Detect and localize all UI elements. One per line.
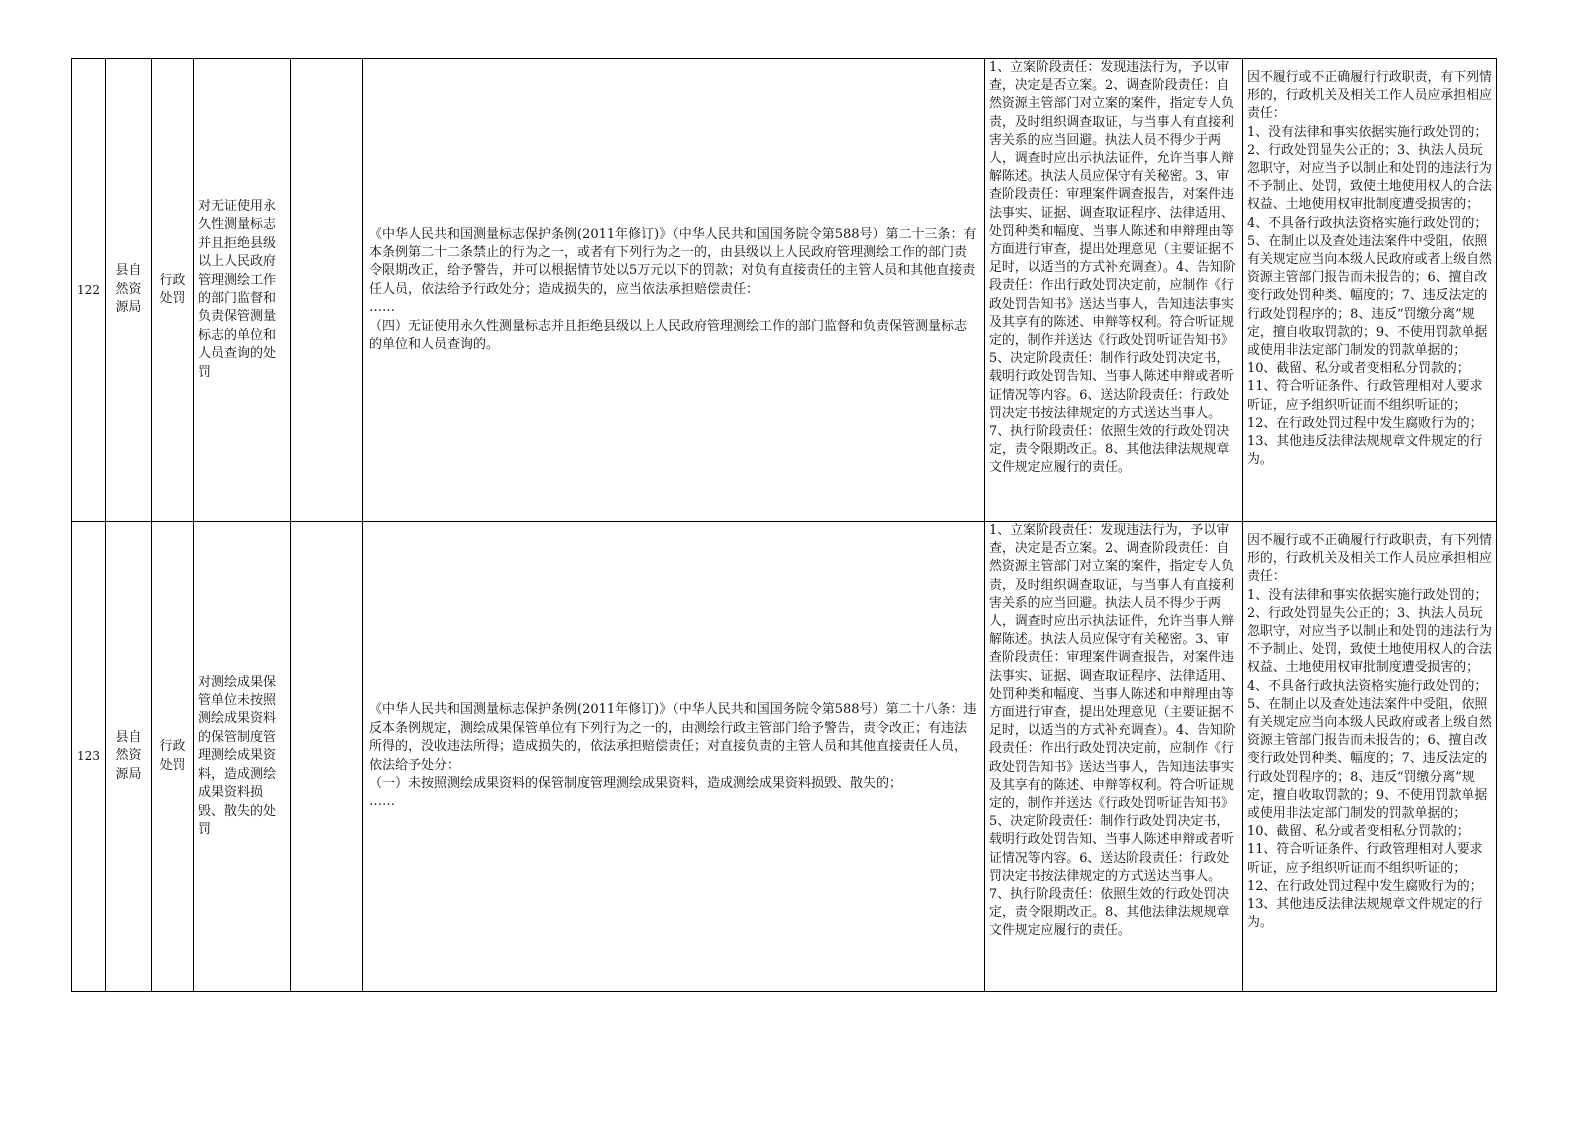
power-type-line: 处罚 <box>159 291 186 306</box>
power-type-line: 行政 <box>159 272 186 288</box>
responsibility-cell: 1、立案阶段责任：发现违法行为，予以审查，决定是否立案。2、调查阶段责任：自然资源主管部门对立案的案件，指定专人负责，及时组织调查取证，与当事人有直接利害关系的应当回避。执法人员不得少于两人，调查时应出示执法证件，允许当事人辩解陈述。执法人员应保守有关秘密。3、审查阶段责任：审理案件调查报告，对案件违法事实、证据、调查取证程序、法律适用、处罚种类和幅度、当事人陈述和申辩理由等方面进行审查，提出处理意见（主要证据不足时，以适当的方式补充调查）。4、告知阶段责任：作出行政处罚决定前，应制作《行政处罚告知书》送达当事人，告知违法事实及其享有的陈述、申辩等权利。符合听证规定的，制作并送达《行政处罚听证告知书》5、决定阶段责任：制作行政处罚决定书，载明行政处罚告知、当事人陈述申辩或者听证情况等内容。6、送达阶段责任：行政处罚决定书按法律规定的方式送达当事人。7、执行阶段责任：依照生效的行政处罚决定，责令限期改正。8、其他法律法规规章文件规定应履行的责任。 <box>985 522 1243 992</box>
power-item-name: 对无证使用永久性测量标志并且拒绝县级以上人民政府管理测绘工作的部门监督和负责保管测量标志的单位和人员查询的处罚 <box>194 59 291 522</box>
department-line: 然资 <box>115 748 142 764</box>
liability-cell: 因不履行或不正确履行行政职责，有下列情形的，行政机关及相关工作人员应承担相应责任： 1、没有法律和事实依据实施行政处罚的；2、行政处罚显失公正的；3、执法人员玩忽职守，对应当予以制止和处罚的违法行为不予制止、处罚，致使土地使用权人的合法权益、土地使用权审批制度遭受损害的；4、不具备行政执法资格实施行政处罚的；5、在制止以及查处违法案件中受阻，依照有关规定应当向本级人民政府或者上级自然资源主管部门报告而未报告的；6、擅自改变行政处罚种类、幅度的；7、违反法定的行政处罚程序的；8、违反“罚缴分离”规定，擅自收取罚款的；9、不使用罚款单据或使用非法定部门制发的罚款单据的； 10、截留、私分或者变相私分罚款的；11、符合听证条件、行政管理相对人要求听证，应予组织听证而不组织听证的；12、在行政处罚过程中发生腐败行为的；13、其他违反法律法规规章文件规定的行为。 <box>1243 522 1497 992</box>
empty-cell <box>291 522 363 992</box>
power-item-name: 对测绘成果保管单位未按照测绘成果资料的保管制度管理测绘成果资料，造成测绘成果资料损毁、散失的处罚 <box>194 522 291 992</box>
power-type-cell <box>152 522 194 992</box>
power-type-line: 处罚 <box>159 757 186 773</box>
department-line: 县自 <box>115 263 142 279</box>
table-row <box>72 522 1497 992</box>
legal-basis-ellipsis: …… <box>369 300 395 316</box>
power-type-cell <box>152 59 194 522</box>
legal-basis-ellipsis: …… <box>369 794 395 810</box>
power-type-line: 行政 <box>159 739 186 755</box>
legal-basis-clause: （一）未按照测绘成果资料的保管制度管理测绘成果资料，造成测绘成果资料损毁、散失的； <box>369 775 903 791</box>
legal-basis-text: 《中华人民共和国测量标志保护条例(2011年修订)》（中华人民共和国国务院令第588号）第二十三条：有本条例第二十二条禁止的行为之一，或者有下列行为之一的，由县级以上人民政府管理测绘工作的部门责令限期改正，给予警告，并可以根据情节处以5万元以下的罚款；对负有直接责任的主管人员和其他直接责任人员，依法给予行政处分；造成损失的，应当依法承担赔偿责任： <box>369 226 977 297</box>
legal-basis-text: 《中华人民共和国测量标志保护条例(2011年修订)》（中华人民共和国国务院令第588号）第二十八条：违反本条例规定，测绘成果保管单位有下列行为之一的，由测绘行政主管部门给予警告，责令改正；有违法所得的，没收违法所得；造成损失的，依法承担赔偿责任；对直接负责的主管人员和其他直接责任人员，依法给予处分： <box>369 702 977 773</box>
department-line: 县自 <box>115 729 142 745</box>
department-line: 源局 <box>115 300 142 316</box>
row-number: 122 <box>72 59 106 522</box>
department-cell <box>106 522 152 992</box>
responsibility-cell: 1、立案阶段责任：发现违法行为，予以审查，决定是否立案。2、调查阶段责任：自然资源主管部门对立案的案件，指定专人负责，及时组织调查取证，与当事人有直接利害关系的应当回避。执法人员不得少于两人，调查时应出示执法证件，允许当事人辩解陈述。执法人员应保守有关秘密。3、审查阶段责任：审理案件调查报告，对案件违法事实、证据、调查取证程序、法律适用、处罚种类和幅度、当事人陈述和申辩理由等方面进行审查，提出处理意见（主要证据不足时，以适当的方式补充调查）。4、告知阶段责任：作出行政处罚决定前，应制作《行政处罚告知书》送达当事人，告知违法事实及其享有的陈述、申辩等权利。符合听证规定的，制作并送达《行政处罚听证告知书》5、决定阶段责任：制作行政处罚决定书，载明行政处罚告知、当事人陈述申辩或者听证情况等内容。6、送达阶段责任：行政处罚决定书按法律规定的方式送达当事人。7、执行阶段责任：依照生效的行政处罚决定，责令限期改正。8、其他法律法规规章文件规定应履行的责任。 <box>985 59 1243 522</box>
department-line: 源局 <box>115 766 142 782</box>
legal-basis-cell <box>363 522 985 992</box>
table-row <box>72 59 1497 522</box>
empty-cell <box>291 59 363 522</box>
legal-basis-clause: （四）无证使用永久性测量标志并且拒绝县级以上人民政府管理测绘工作的部门监督和负责保管测量标志的单位和人员查询的。 <box>369 318 968 353</box>
power-list-table <box>71 58 1497 992</box>
row-number: 123 <box>72 522 106 992</box>
liability-cell: 因不履行或不正确履行行政职责，有下列情形的，行政机关及相关工作人员应承担相应责任： 1、没有法律和事实依据实施行政处罚的；2、行政处罚显失公正的；3、执法人员玩忽职守，对应当予以制止和处罚的违法行为不予制止、处罚，致使土地使用权人的合法权益、土地使用权审批制度遭受损害的；4、不具备行政执法资格实施行政处罚的；5、在制止以及查处违法案件中受阻，依照有关规定应当向本级人民政府或者上级自然资源主管部门报告而未报告的；6、擅自改变行政处罚种类、幅度的；7、违反法定的行政处罚程序的；8、违反“罚缴分离”规定，擅自收取罚款的；9、不使用罚款单据或使用非法定部门制发的罚款单据的； 10、截留、私分或者变相私分罚款的；11、符合听证条件、行政管理相对人要求听证，应予组织听证而不组织听证的；12、在行政处罚过程中发生腐败行为的；13、其他违反法律法规规章文件规定的行为。 <box>1243 59 1497 522</box>
department-line: 然资 <box>115 281 142 297</box>
department-cell <box>106 59 152 522</box>
legal-basis-cell <box>363 59 985 522</box>
